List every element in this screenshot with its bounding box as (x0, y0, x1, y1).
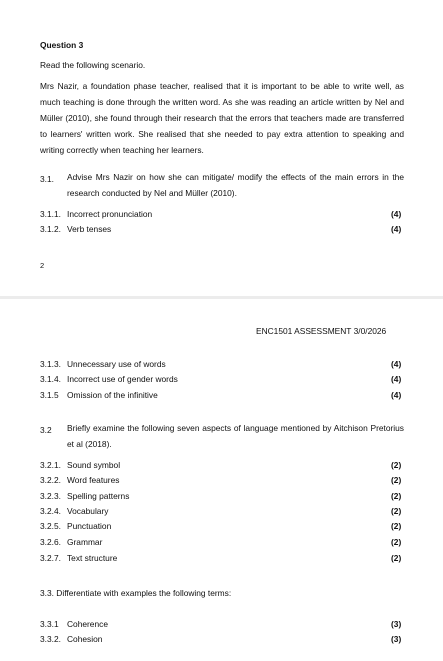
sub-question-number: 3.2.5. (40, 521, 61, 531)
sub-question-number: 3.2.7. (40, 553, 61, 563)
marks-value: (2) (391, 553, 402, 563)
sub-question-number: 3.1.1. (40, 209, 61, 219)
sub-question-label: Verb tenses (67, 224, 112, 234)
sub-question-label: Grammar (67, 537, 103, 547)
marks-value: (2) (391, 460, 402, 470)
sub-question-label: Spelling patterns (67, 491, 130, 501)
sub-question-number: 3.2.4. (40, 506, 61, 516)
marks-value: (4) (391, 224, 402, 234)
sub-question-label: Cohesion (67, 634, 103, 644)
marks-value: (2) (391, 506, 402, 516)
marks-value: (2) (391, 521, 402, 531)
marks-value: (4) (391, 374, 402, 384)
question-text: 3.3. Differentiate with examples the following terms: (40, 588, 232, 598)
marks-value: (4) (391, 390, 402, 400)
scenario-paragraph: Mrs Nazir, a foundation phase teacher, realised that it is important to be able to write well, as much teaching is done through the written word. As she was reading an article written by Nel and Müller (2010), she found through their research that the errors that teachers made are transferred to learners' written work. She realised that she needed to pay extra attention to speaking and writing correctly when teaching her learners. (40, 81, 404, 155)
sub-question-label: Unnecessary use of words (67, 359, 166, 369)
sub-question-number: 3.2.3. (40, 491, 61, 501)
sub-question-label: Vocabulary (67, 506, 109, 516)
sub-question-number: 3.2.6. (40, 537, 61, 547)
marks-value: (2) (391, 491, 402, 501)
question-number: 3.1. (40, 174, 54, 184)
question-text: Advise Mrs Nazir on how she can mitigate/ modify the effects of the main errors in the research conducted by Nel and Müller (2010). (67, 172, 404, 198)
page-number: 2 (40, 261, 45, 270)
question-heading: Question 3 (40, 40, 84, 50)
marks-value: (4) (391, 209, 402, 219)
sub-question-number: 3.3.1 (40, 619, 59, 629)
document-page-2 (0, 299, 443, 661)
question-number: 3.2 (40, 425, 52, 435)
sub-question-number: 3.2.2. (40, 475, 61, 485)
sub-question-label: Punctuation (67, 521, 112, 531)
sub-question-label: Coherence (67, 619, 108, 629)
question-text: Briefly examine the following seven aspects of language mentioned by Aitchison Pretorius et al (2018). (67, 423, 404, 449)
marks-value: (4) (391, 359, 402, 369)
sub-question-label: Incorrect pronunciation (67, 209, 153, 219)
sub-question-number: 3.1.2. (40, 224, 61, 234)
instruction-text: Read the following scenario. (40, 60, 146, 70)
sub-question-label: Text structure (67, 553, 118, 563)
document-page-1 (0, 0, 443, 296)
page-header: ENC1501 ASSESSMENT 3/0/2026 (256, 326, 387, 336)
sub-question-number: 3.2.1. (40, 460, 61, 470)
marks-value: (3) (391, 619, 402, 629)
sub-question-number: 3.3.2. (40, 634, 61, 644)
sub-question-number: 3.1.3. (40, 359, 61, 369)
sub-question-label: Incorrect use of gender words (67, 374, 178, 384)
marks-value: (2) (391, 475, 402, 485)
sub-question-label: Omission of the infinitive (67, 390, 158, 400)
sub-question-number: 3.1.4. (40, 374, 61, 384)
marks-value: (3) (391, 634, 402, 644)
marks-value: (2) (391, 537, 402, 547)
sub-question-number: 3.1.5 (40, 390, 59, 400)
sub-question-label: Word features (67, 475, 120, 485)
sub-question-label: Sound symbol (67, 460, 121, 470)
